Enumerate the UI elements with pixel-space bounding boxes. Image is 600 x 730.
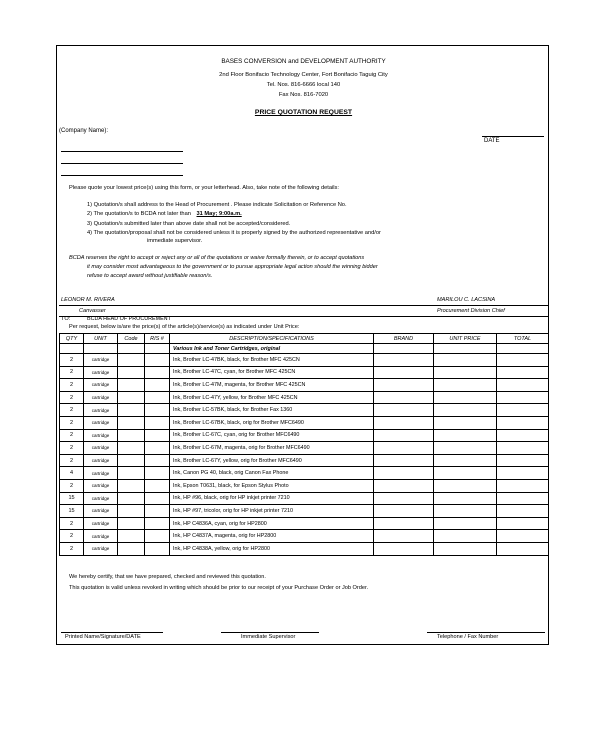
code-cell <box>118 391 145 404</box>
brand-cell <box>374 517 434 530</box>
brand-cell <box>374 404 434 417</box>
quotation-form <box>56 45 549 645</box>
instruction-2-text: 2) The quotation/s to BCDA not later than <box>87 211 191 217</box>
unit-cell: cartridge <box>84 492 118 505</box>
col-brand: BRAND <box>374 334 434 344</box>
description-cell: Ink, HP C4836A, cyan, orig for HP2800 <box>170 517 374 530</box>
qty-cell: 2 <box>60 416 84 429</box>
telephone-label: Telephone / Fax Number <box>437 634 499 640</box>
total-cell <box>497 505 549 518</box>
supervisor-label: Immediate Supervisor <box>241 634 296 640</box>
unit-price-cell <box>434 429 497 442</box>
total-cell <box>497 404 549 417</box>
table-row <box>60 366 549 379</box>
deadline-value: 31 May; 9:00a.m. <box>196 211 242 217</box>
agency-name: BASES CONVERSION and DEVELOPMENT AUTHORITY <box>221 58 386 65</box>
unit-price-cell <box>434 479 497 492</box>
agency-address: 2nd Floor Bonifacio Technology Center, Fort Bonifacio Taguig City <box>219 72 388 78</box>
description-cell: Ink, HP #96, black, orig for HP inkjet printer 7210 <box>170 492 374 505</box>
table-row <box>60 492 549 505</box>
code-cell <box>118 454 145 467</box>
description-cell: Ink, Brother LC-47M, magenta, for Brother MFC 425CN <box>170 379 374 392</box>
chief-name: MARILOU C. LACSINA <box>437 297 496 303</box>
ris-cell <box>145 366 170 379</box>
brand-cell <box>374 354 434 367</box>
group-title: Various Ink and Toner Cartridges, original <box>170 344 374 354</box>
unit-cell: cartridge <box>84 479 118 492</box>
col-unit-price: UNIT PRICE <box>434 334 497 344</box>
chief-title: Procurement Division Chief <box>437 308 505 314</box>
total-cell <box>497 354 549 367</box>
qty-cell: 2 <box>60 530 84 543</box>
company-line-2 <box>61 163 183 164</box>
unit-price-cell <box>434 517 497 530</box>
description-cell: Ink, Brother LC-47BK, black, for Brother MFC 425CN <box>170 354 374 367</box>
total-cell <box>497 416 549 429</box>
total-cell <box>497 391 549 404</box>
qty-cell: 15 <box>60 505 84 518</box>
ris-cell <box>145 530 170 543</box>
description-cell: Ink, Brother LC-67Y, yellow, orig for Brother MFC6490 <box>170 454 374 467</box>
code-cell <box>118 442 145 455</box>
total-cell <box>497 442 549 455</box>
ris-cell <box>145 505 170 518</box>
ris-cell <box>145 354 170 367</box>
qty-cell: 2 <box>60 517 84 530</box>
ris-cell <box>145 416 170 429</box>
table-row <box>60 391 549 404</box>
code-cell <box>118 354 145 367</box>
col-qty: QTY <box>60 334 84 344</box>
unit-cell: cartridge <box>84 467 118 480</box>
description-cell: Ink, Canon PG 40, black, orig Canon Fax Phone <box>170 467 374 480</box>
unit-price-cell <box>434 354 497 367</box>
unit-cell: cartridge <box>84 530 118 543</box>
total-cell <box>497 517 549 530</box>
brand-cell <box>374 542 434 555</box>
unit-cell: cartridge <box>84 505 118 518</box>
canvasser-title: Canvasser <box>79 308 106 314</box>
qty-cell: 2 <box>60 354 84 367</box>
brand-cell <box>374 366 434 379</box>
unit-cell: cartridge <box>84 442 118 455</box>
code-cell <box>118 530 145 543</box>
request-note: Per request, below is/are the price(s) of the article(s)/service(s) as indicated under Unit Price: <box>69 324 300 330</box>
ris-cell <box>145 442 170 455</box>
brand-cell <box>374 454 434 467</box>
table-row <box>60 429 549 442</box>
col-ris: RIS # <box>145 334 170 344</box>
qty-cell: 2 <box>60 429 84 442</box>
unit-cell: cartridge <box>84 454 118 467</box>
description-cell: Ink, Brother LC-57BK, black, for Brother Fax 1360 <box>170 404 374 417</box>
description-cell: Ink, HP C4837A, magenta, orig for HP2800 <box>170 530 374 543</box>
to-value: BCDA HEAD OF PROCUREMENT <box>87 316 171 322</box>
company-name-label: (Company Name): <box>59 128 109 134</box>
code-cell <box>118 542 145 555</box>
code-cell <box>118 517 145 530</box>
description-cell: Ink, Brother LC-47Y, yellow, for Brother MFC 425CN <box>170 391 374 404</box>
company-line-1 <box>61 151 183 152</box>
ris-cell <box>145 492 170 505</box>
intro-text: Please quote your lowest price(s) using this form, or your letterhead. Also, take note of the following details: <box>69 185 339 191</box>
unit-price-cell <box>434 492 497 505</box>
description-cell: Ink, Brother LC-47C, cyan, for Brother MFC 425CN <box>170 366 374 379</box>
printed-name-line <box>61 632 163 633</box>
unit-price-cell <box>434 416 497 429</box>
validity-text: This quotation is valid unless revoked in writing which should be prior to our receipt of your Purchase Order or Job Order. <box>69 585 369 591</box>
unit-cell: cartridge <box>84 354 118 367</box>
qty-cell: 2 <box>60 442 84 455</box>
telephone-line <box>427 632 545 633</box>
reserve-line-1: BCDA reserves the right to accept or reject any or all of the quotations or waive formally therein, or to accept quotations <box>69 255 365 261</box>
qty-cell: 2 <box>60 542 84 555</box>
qty-cell: 2 <box>60 379 84 392</box>
total-cell <box>497 366 549 379</box>
total-cell <box>497 542 549 555</box>
unit-price-cell <box>434 404 497 417</box>
table-row <box>60 379 549 392</box>
qty-cell: 2 <box>60 479 84 492</box>
ris-cell <box>145 454 170 467</box>
code-cell <box>118 429 145 442</box>
description-cell: Ink, Brother LC-67M, magenta, orig for Brother MFC6490 <box>170 442 374 455</box>
col-description: DESCRIPTION/SPECIFICATIONS <box>170 334 374 344</box>
certify-text: We hereby certify, that we have prepared, checked and reviewed this quotation. <box>69 574 266 580</box>
qty-cell: 2 <box>60 391 84 404</box>
unit-price-cell <box>434 542 497 555</box>
table-row <box>60 517 549 530</box>
unit-price-cell <box>434 366 497 379</box>
table-row <box>60 467 549 480</box>
total-cell <box>497 479 549 492</box>
instruction-1: 1) Quotation/s shall address to the Head of Procurement . Please indicate Solicitation or Reference No. <box>87 202 347 208</box>
col-code: Code <box>118 334 145 344</box>
items-table <box>59 333 549 556</box>
canvasser-name: LEONOR M. RIVERA <box>61 297 115 303</box>
unit-price-cell <box>434 467 497 480</box>
table-row <box>60 479 549 492</box>
printed-name-label: Printed Name/Signature/DATE <box>65 634 141 640</box>
table-row <box>60 530 549 543</box>
unit-price-cell <box>434 391 497 404</box>
code-cell <box>118 479 145 492</box>
col-unit: UNIT <box>84 334 118 344</box>
table-row <box>60 404 549 417</box>
ris-cell <box>145 404 170 417</box>
description-cell: Ink, HP #97, tricolor, orig for HP inkjet printer 7210 <box>170 505 374 518</box>
table-row <box>60 454 549 467</box>
to-label: TO: <box>61 316 71 322</box>
qty-cell: 2 <box>60 404 84 417</box>
signatory-line <box>59 305 548 306</box>
unit-cell: cartridge <box>84 416 118 429</box>
ris-cell <box>145 479 170 492</box>
qty-cell: 4 <box>60 467 84 480</box>
ris-cell <box>145 517 170 530</box>
description-cell: Ink, HP C4838A, yellow, orig for HP2800 <box>170 542 374 555</box>
reserve-line-2: it may consider most advantageous to the government or to pursue appropriate legal action should the winning bidder <box>87 264 378 270</box>
description-cell: Ink, Brother LC-67BK, black, orig for Brother MFC6490 <box>170 416 374 429</box>
code-cell <box>118 467 145 480</box>
date-line <box>482 136 544 137</box>
brand-cell <box>374 479 434 492</box>
ris-cell <box>145 379 170 392</box>
company-line-3 <box>61 175 183 176</box>
brand-cell <box>374 530 434 543</box>
brand-cell <box>374 416 434 429</box>
reserve-line-3: refuse to accept award without justifiable reason/s. <box>87 273 213 279</box>
code-cell <box>118 416 145 429</box>
instruction-4-cont: immediate supervisor. <box>147 238 203 244</box>
brand-cell <box>374 391 434 404</box>
form-title: PRICE QUOTATION REQUEST <box>254 109 353 116</box>
description-cell: Ink, Brother LC-67C, cyan, orig for Brother MFC6490 <box>170 429 374 442</box>
unit-price-cell <box>434 530 497 543</box>
unit-cell: cartridge <box>84 429 118 442</box>
unit-price-cell <box>434 454 497 467</box>
qty-cell: 2 <box>60 454 84 467</box>
unit-cell: cartridge <box>84 542 118 555</box>
total-cell <box>497 429 549 442</box>
description-cell: Ink, Epson T0631, black, for Epson Stylus Photo <box>170 479 374 492</box>
unit-cell: cartridge <box>84 366 118 379</box>
total-cell <box>497 530 549 543</box>
table-header-row <box>60 334 549 344</box>
total-cell <box>497 379 549 392</box>
code-cell <box>118 379 145 392</box>
date-label: DATE <box>484 138 500 144</box>
total-cell <box>497 454 549 467</box>
code-cell <box>118 505 145 518</box>
instruction-2 <box>87 211 242 217</box>
unit-cell: cartridge <box>84 379 118 392</box>
instruction-4: 4) The quotation/proposal shall not be considered unless it is properly signed by the authorized representative and/or <box>87 230 381 236</box>
col-total: TOTAL <box>497 334 549 344</box>
table-row <box>60 416 549 429</box>
unit-price-cell <box>434 379 497 392</box>
qty-cell: 2 <box>60 366 84 379</box>
brand-cell <box>374 442 434 455</box>
group-row <box>60 344 549 354</box>
unit-price-cell <box>434 505 497 518</box>
qty-cell: 15 <box>60 492 84 505</box>
agency-fax: Fax Nos. 816-7020 <box>278 92 329 98</box>
table-row <box>60 442 549 455</box>
unit-cell: cartridge <box>84 404 118 417</box>
table-row <box>60 542 549 555</box>
code-cell <box>118 492 145 505</box>
table-row <box>60 505 549 518</box>
ris-cell <box>145 467 170 480</box>
brand-cell <box>374 429 434 442</box>
total-cell <box>497 492 549 505</box>
brand-cell <box>374 505 434 518</box>
ris-cell <box>145 391 170 404</box>
brand-cell <box>374 467 434 480</box>
code-cell <box>118 366 145 379</box>
instruction-3: 3) Quotation/s submitted later than above date shall not be accepted/considered. <box>87 221 291 227</box>
code-cell <box>118 404 145 417</box>
brand-cell <box>374 492 434 505</box>
ris-cell <box>145 429 170 442</box>
total-cell <box>497 467 549 480</box>
supervisor-line <box>221 632 319 633</box>
brand-cell <box>374 379 434 392</box>
table-row <box>60 354 549 367</box>
unit-price-cell <box>434 442 497 455</box>
agency-tel: Tel. Nos. 816-6666 local 140 <box>266 82 341 88</box>
ris-cell <box>145 542 170 555</box>
unit-cell: cartridge <box>84 391 118 404</box>
unit-cell: cartridge <box>84 517 118 530</box>
